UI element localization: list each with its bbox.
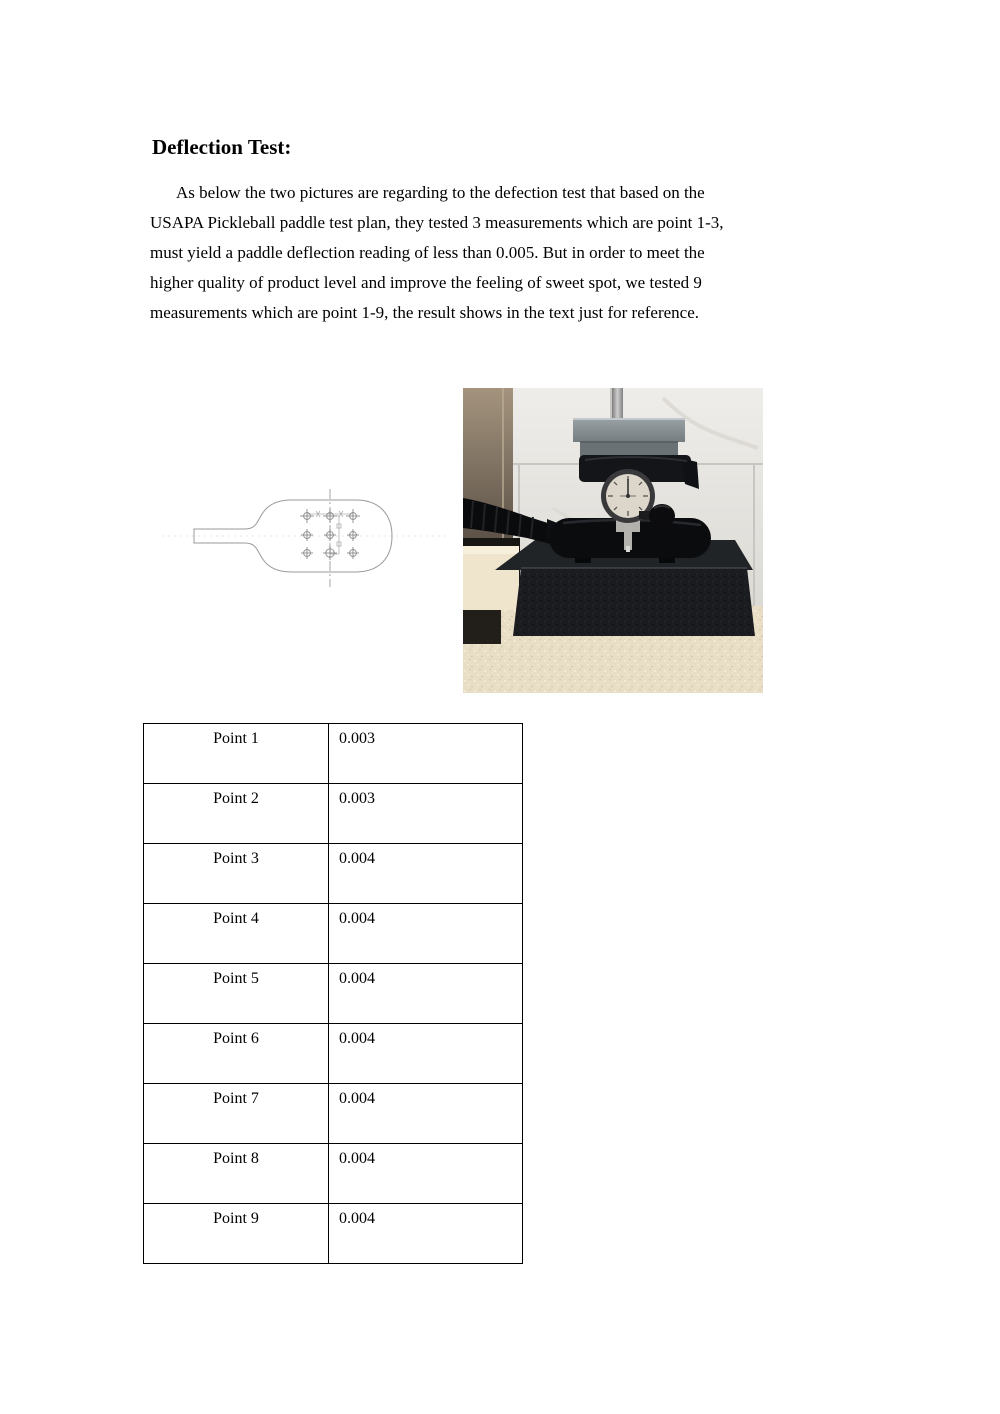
- deflection-results-table: [143, 723, 523, 1264]
- point-label: Point 2: [144, 784, 329, 844]
- point-value: 0.003: [329, 784, 523, 844]
- body-paragraph: As below the two pictures are regarding to the defection test that based on the USAPA Pickleball paddle test plan, they tested 3 measurements which are point 1-3, must yield a paddle deflection reading of less than 0.005. But in order to meet the higher quality of product level and improve the feeling of sweet spot, we tested 9 measurements which are point 1-9, the result shows in the text just for reference.: [150, 183, 724, 322]
- point-value: 0.004: [329, 904, 523, 964]
- point-value: 0.004: [329, 1024, 523, 1084]
- table-row: [144, 1024, 523, 1084]
- point-value: 0.004: [329, 1204, 523, 1264]
- point-label: Point 9: [144, 1204, 329, 1264]
- point-value: 0.003: [329, 724, 523, 784]
- deflection-apparatus-photo: [463, 388, 763, 693]
- point-label: Point 1: [144, 724, 329, 784]
- photo-weight-top: [573, 418, 685, 442]
- photo-granite-block: [513, 568, 755, 636]
- point-label: Point 6: [144, 1024, 329, 1084]
- table-row: [144, 844, 523, 904]
- table-row: [144, 964, 523, 1024]
- table-row: [144, 1084, 523, 1144]
- table-row: [144, 904, 523, 964]
- paddle-points-drawing: [150, 383, 460, 693]
- point-value: 0.004: [329, 844, 523, 904]
- point-label: Point 4: [144, 904, 329, 964]
- photo-stand-pole: [612, 388, 623, 422]
- point-value: 0.004: [329, 964, 523, 1024]
- point-label: Point 7: [144, 1084, 329, 1144]
- table-row: [144, 1204, 523, 1264]
- point-label: Point 8: [144, 1144, 329, 1204]
- table-row: [144, 784, 523, 844]
- photo-weight-bottom: [580, 442, 678, 457]
- photo-gauge-stem: [624, 520, 632, 550]
- page-title: Deflection Test:: [152, 135, 292, 159]
- point-value: 0.004: [329, 1144, 523, 1204]
- point-value: 0.004: [329, 1084, 523, 1144]
- figures-row: [150, 383, 763, 693]
- point-label: Point 3: [144, 844, 329, 904]
- table-row: [144, 724, 523, 784]
- table-row: [144, 1144, 523, 1204]
- point-label: Point 5: [144, 964, 329, 1024]
